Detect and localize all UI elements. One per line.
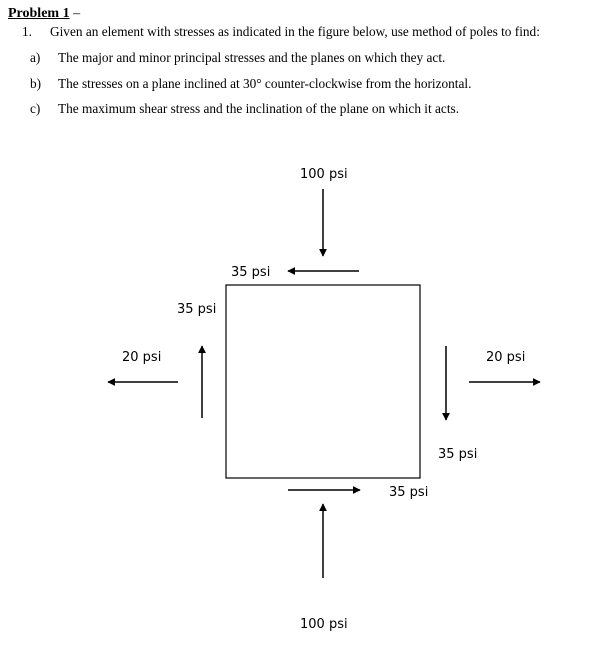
- right-shear-label: 35 psi: [438, 447, 478, 462]
- bottom-normal-label: 100 psi: [300, 617, 348, 632]
- item-text: The major and minor principal stresses and the planes on which they act.: [58, 50, 446, 65]
- problem-heading: Problem 1: [8, 6, 70, 21]
- stress-element-square: [226, 285, 420, 478]
- problem-dash: –: [69, 6, 81, 21]
- item-text: Given an element with stresses as indicated in the figure below, use method of poles to find:: [50, 24, 540, 39]
- right-normal-label: 20 psi: [486, 350, 526, 365]
- top-normal-label: 100 psi: [300, 167, 348, 182]
- left-shear-label: 35 psi: [177, 302, 217, 317]
- bottom-shear-label: 35 psi: [389, 485, 429, 500]
- item-marker: a): [30, 50, 41, 65]
- item-text: The maximum shear stress and the inclination of the plane on which it acts.: [58, 101, 460, 116]
- left-normal-label: 20 psi: [122, 350, 162, 365]
- top-shear-label: 35 psi: [231, 265, 271, 280]
- item-text: The stresses on a plane inclined at 30° counter-clockwise from the horizontal.: [58, 76, 472, 91]
- item-marker: c): [30, 101, 41, 116]
- item-marker: 1.: [22, 24, 32, 39]
- item-marker: b): [30, 76, 42, 91]
